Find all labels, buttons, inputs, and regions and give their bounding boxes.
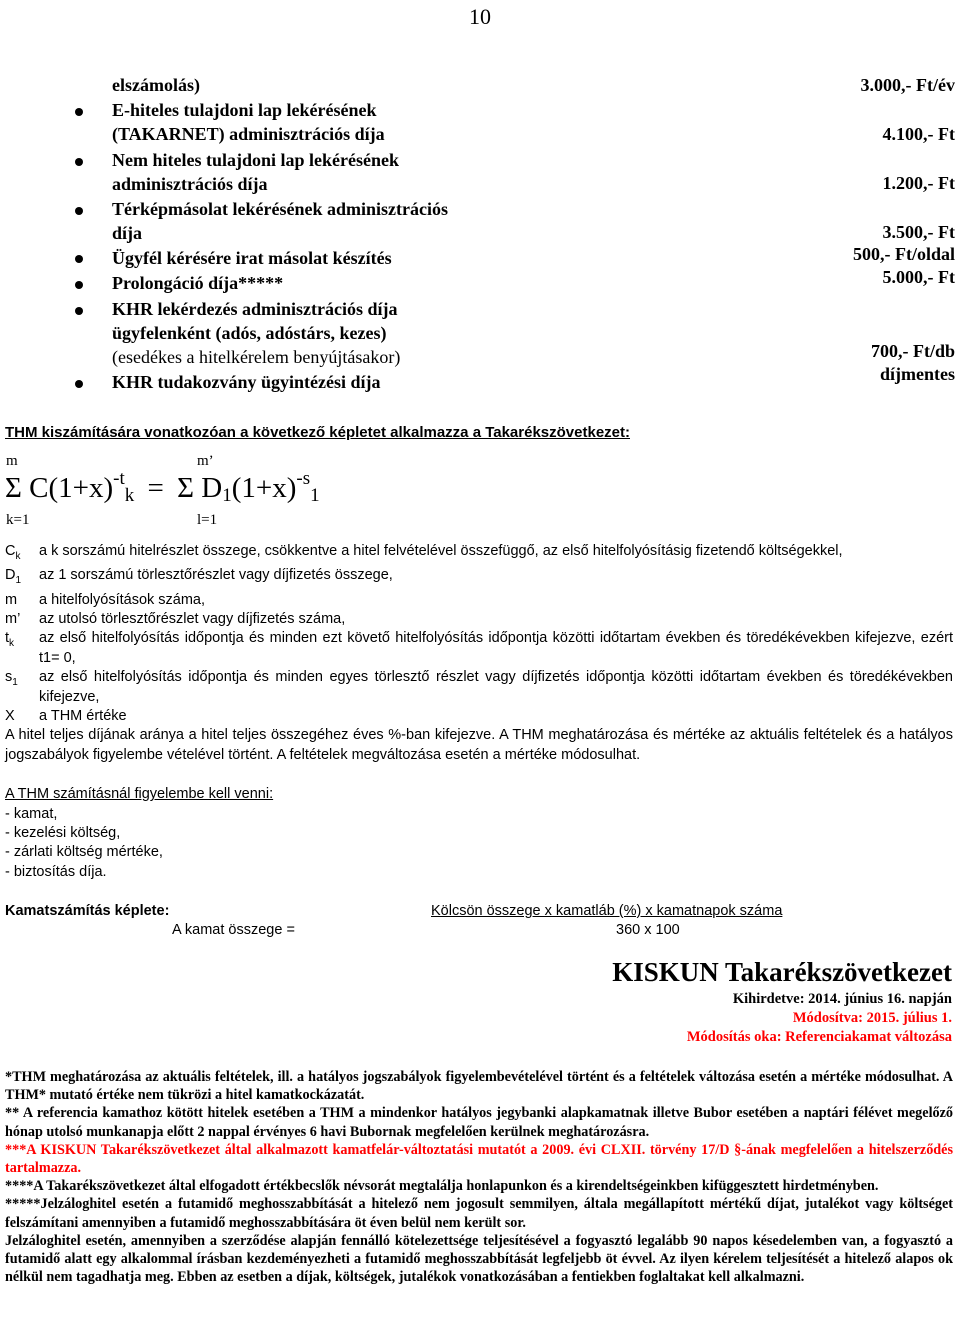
footnote: Jelzáloghitel esetén, amennyiben a szerződése alapján fennálló kötelezettsége teljesítésével a fogyasztó legalább 90 napos késedelemben van, a fogyasztó a futamidő alatt egy alkalommal írásban kezdeményezheti a futamidő meghosszabbítását legfeljebb öt évvel. Az ilyen kérelem teljesítését a hitelező alapos ok nélkül nem tagadhatja meg. Ebben az esetben a díjak, költségek, jutalékok vonatkozásában a fentiekben foglaltakat kell alkalmazni. [5, 1232, 953, 1286]
fee-text: (TAKARNET) adminisztrációs díja [112, 124, 385, 144]
definition-text: az utolsó törlesztőrészlet vagy díjfizetés száma, [39, 611, 346, 627]
formula-c-exp: -t [113, 468, 125, 489]
kamat-title: Kamatszámítás képlete: [5, 903, 170, 919]
bullet-icon [75, 307, 83, 315]
fee-text: KHR lekérdezés adminisztrációs díja [112, 299, 398, 319]
formula-d-sub: 1 [222, 485, 232, 506]
sigma-symbol: Σ [5, 472, 22, 504]
formula-c: C(1+x) [29, 472, 114, 504]
bullet-icon [75, 281, 83, 289]
thm-paragraph: A hitel teljes díjának aránya a hitel teljes összegéhez éves %-ban kifejezve. A THM meghatározása és mértéke az aktuális feltételek és a hatályos jogszabályok figyelembe vételével történt. A feltételek megváltozása esetén a mértéke módosulhat. [5, 727, 953, 763]
fee-text: adminisztrációs díja [112, 174, 268, 194]
consider-item: - kezelési költség, [5, 825, 121, 842]
fee-value: 1.200,- Ft [882, 173, 955, 193]
formula-d-exp: -s [296, 468, 311, 489]
footnote: *****Jelzáloghitel esetén a futamidő meghosszabbítását a hitelező nem jogosult semmilyen, általa megállapított mértékű díjat, jutalékot vagy költséget felszámítani amennyiben a futamidő meghosszabbítására öt éven belül nem került sor. [5, 1196, 953, 1231]
formula-lower-left: k=1 [6, 512, 30, 528]
footnote: ****A Takarékszövetkezet által elfogadott értékbecslők névsorát megtalálja honlapunkon és a kirendeltségeinkben kifüggesztett hirdetményben. [5, 1178, 879, 1195]
definition-text: az első hitelfolyósítás időpontja és minden egyes törlesztő részlet vagy díjfizetés időpontja közötti időtartam években és töredékévekben kifejezve, [39, 669, 953, 705]
fee-text: elszámolás) [112, 75, 200, 95]
definition-symbol: $C_k$ [5, 543, 21, 562]
definition-text: a hitelfolyósítások száma, [39, 591, 206, 608]
formula-expression [5, 468, 320, 506]
definition-text: a k sorszámú hitelrészlet összege, csökkentve a hitel felvételével összefüggő, az első hitelfolyósításig fizetendő költségekkel, [39, 543, 843, 559]
formula-upper-left: m [6, 453, 18, 469]
bullet-icon [75, 158, 83, 166]
fee-text: Nem hiteles tulajdoni lap lekérésének [112, 150, 399, 170]
fee-text: (esedékes a hitelkérelem benyújtásakor) [112, 347, 401, 367]
kamat-denominator: 360 x 100 [616, 922, 680, 938]
formula-d-sub2: 1 [310, 485, 320, 506]
published-date: Kihirdetve: 2014. június 16. napján [732, 991, 952, 1007]
consider-item: - kamat, [5, 805, 58, 822]
formula-lower-right: l=1 [197, 512, 218, 528]
definition-symbol: X [5, 708, 15, 725]
consider-title: A THM számításnál figyelembe kell venni: [5, 786, 274, 803]
definition-row [5, 591, 953, 610]
definition-text: a THM értéke [39, 708, 127, 725]
fee-text: ügyfelenként (adós, adóstárs, kezes) [112, 323, 387, 343]
fee-text: KHR tudakozvány ügyintézési díja [112, 372, 381, 392]
thm-title: THM kiszámítására vonatkozóan a következő képletet alkalmazza a Takarékszövetkezet: [5, 424, 630, 441]
fee-text: díja [112, 223, 143, 243]
consider-item: - biztosítás díja. [5, 863, 107, 880]
definitions-block [5, 542, 953, 882]
fee-value: 3.000,- Ft/év [860, 75, 955, 95]
footnote: ***A KISKUN Takarékszövetkezet által alkalmazott kamatfelár-változtatási mutatót a 2009. évi CLXII. törvény 17/D §-ának megfelelően a hitelszerződés tartalmazza. [5, 1141, 953, 1177]
sigma-symbol: Σ [177, 472, 195, 504]
modification-reason: Módosítás oka: Referenciakamat változása [686, 1029, 952, 1045]
fee-text: Ügyfél kérésére irat másolat készítés [112, 248, 392, 268]
formula-paren: (1+x) [231, 472, 297, 504]
org-name: KISKUN Takarékszövetkezet [612, 957, 952, 987]
definition-symbol: $D_1$ [5, 567, 22, 587]
definition-row [5, 542, 953, 566]
definition-symbol: m’ [5, 611, 21, 627]
thm-formula [0, 450, 960, 532]
definition-text: az első hitelfolyósítás időpontja és minden ezt követő hitelfolyósítás időpontja közötti időtartam években és töredékévekben kifejezve, ezért t1= 0, [39, 630, 953, 666]
bullet-icon [75, 108, 83, 116]
bullet-icon [75, 255, 83, 263]
kamat-label: A kamat összege = [172, 922, 295, 938]
definition-row [5, 566, 953, 590]
formula-upper-right: m’ [197, 453, 214, 469]
fee-value: 500,- Ft/oldal [853, 244, 955, 264]
formula-c-sub: k [124, 485, 135, 506]
definition-row [5, 629, 953, 668]
kamat-numerator: Kölcsön összege x kamatláb (%) x kamatnapok száma [431, 903, 783, 919]
modified-date: Módosítva: 2015. július 1. [792, 1010, 952, 1026]
page-number: 10 [469, 4, 491, 29]
footnote: ** A referencia kamathoz kötött hitelek esetében a THM a mindenkor hatályos jegybanki alapkamatnak illetve Bubor esetében a naptári félévet megelőző hónap utolsó munkanapja előtt 2 nappal érvényes 6 havi Bubornak megfelelően kerülnek meghatározásra. [5, 1105, 953, 1140]
footnotes [5, 1068, 953, 1286]
formula-equals: = [147, 472, 164, 504]
definition-text: az 1 sorszámú törlesztőrészlet vagy díjfizetés összege, [39, 567, 393, 584]
fee-value: 5.000,- Ft [882, 267, 955, 287]
fee-value: 3.500,- Ft [882, 222, 955, 242]
bullet-icon [75, 207, 83, 215]
definition-row [5, 610, 953, 629]
footnote: *THM meghatározása az aktuális feltételek, ill. a hatályos jogszabályok figyelembevételével történt és a feltételek változása esetén a mértéke módosulhat. A THM* mutató értéke nem tükrözi a hitel kamatkockázatát. [5, 1069, 953, 1104]
definition-symbol: $s_1$ [5, 669, 18, 689]
fee-text: E-hiteles tulajdoni lap lekérésének [112, 100, 377, 120]
fee-value: 700,- Ft/db [870, 341, 955, 361]
fee-text: Térképmásolat lekérésének adminisztrációs [112, 199, 448, 219]
definition-symbol: m [5, 591, 18, 608]
formula-d: D [201, 472, 223, 504]
fee-value: 4.100,- Ft [882, 124, 955, 144]
definition-row [5, 668, 953, 707]
consider-item: - zárlati költség mértéke, [5, 844, 163, 861]
bullet-icon [75, 380, 83, 388]
definition-symbol: $t_k$ [5, 630, 15, 650]
fee-value: díjmentes [880, 364, 955, 384]
definition-row [5, 707, 953, 726]
fee-text: Prolongáció díja***** [112, 273, 284, 293]
